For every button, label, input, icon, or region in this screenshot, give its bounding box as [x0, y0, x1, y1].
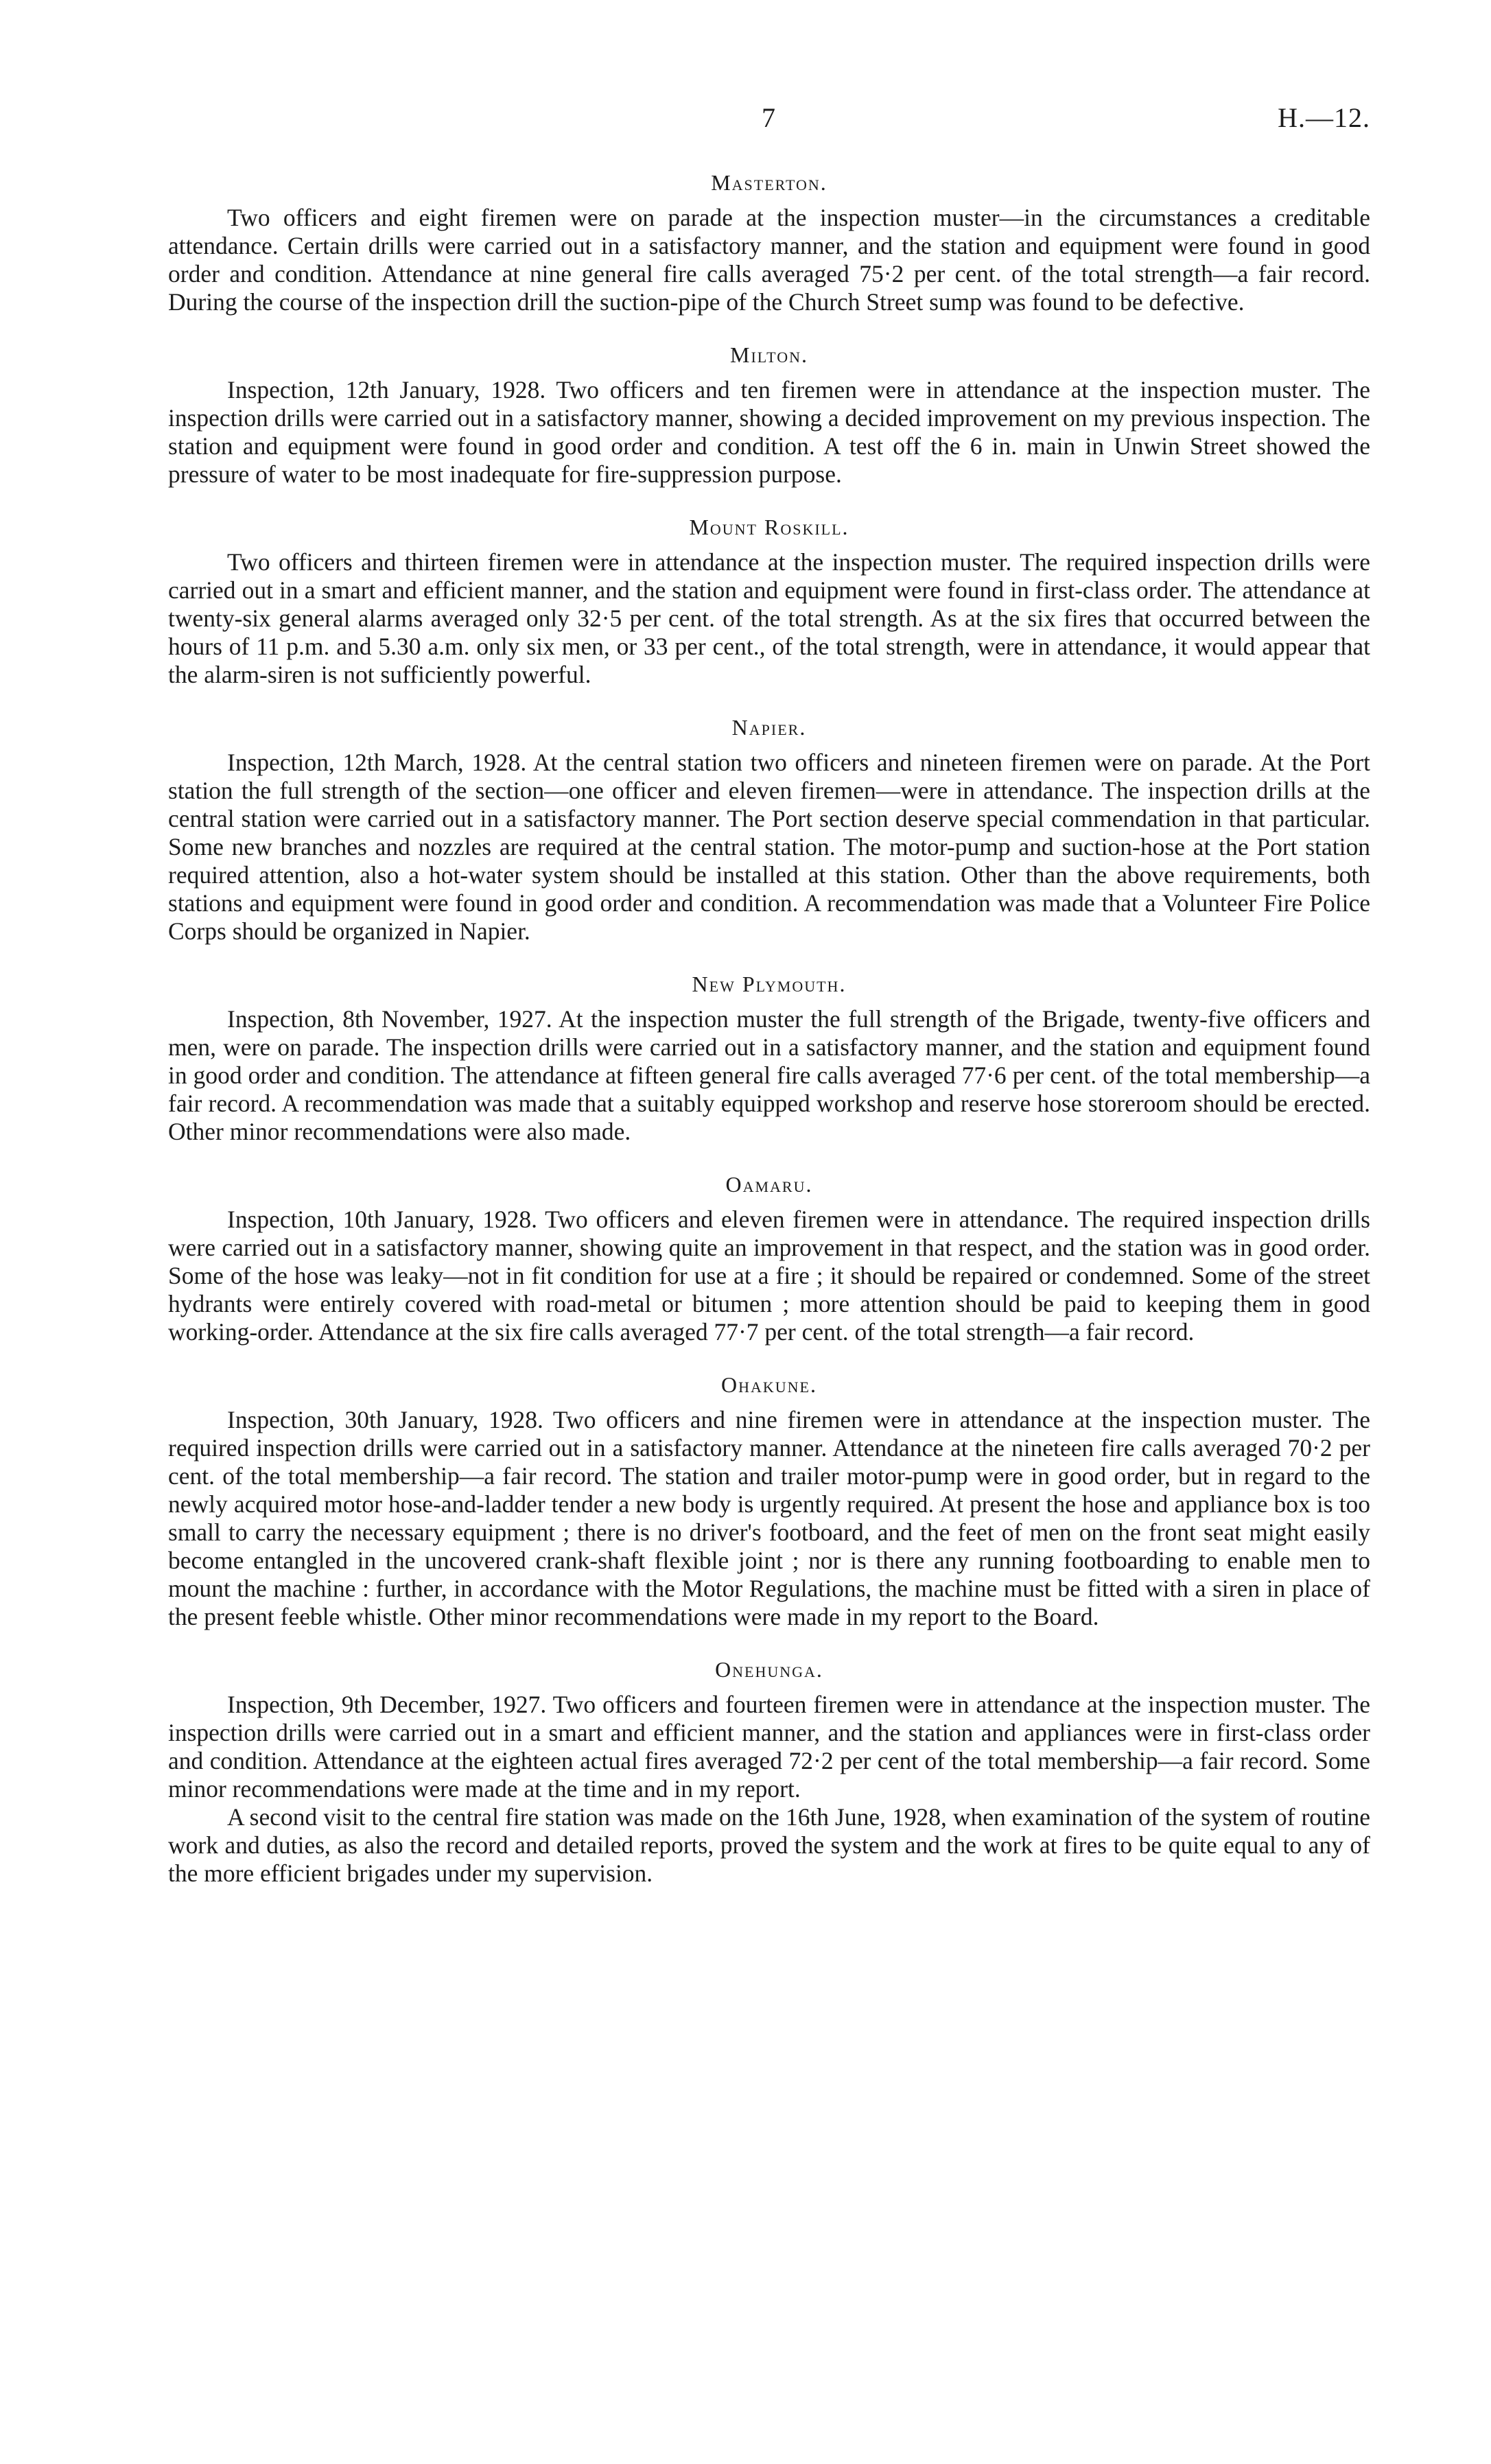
section-ohakune	[168, 1372, 1370, 1631]
section-oamaru	[168, 1172, 1370, 1346]
section-paragraph: Two officers and eight firemen were on parade at the inspection muster—in the circumstances a creditable attendance. Certain drills were carried out in a satisfactory manner, and the station and equipment were found in good order and condition. Attendance at nine general fire calls averaged 75·2 per cent. of the total strength—a fair record. During the course of the inspection drill the suction-pipe of the Church Street sump was found to be defective.	[168, 204, 1370, 316]
section-title: Mount Roskill.	[689, 515, 849, 539]
section-paragraph: Inspection, 10th January, 1928. Two officers and eleven firemen were in attendance. The required inspection drills were carried out in a satisfactory manner, showing quite an improvement in that respect, and the station was in good order. Some of the hose was leaky—not in fit condition for use at a fire ; it should be repaired or condemned. Some of the street hydrants were entirely covered with road-metal or bitumen ; more attention should be paid to keeping them in good working-order. Attendance at the six fire calls averaged 77·7 per cent. of the total strength—a fair record.	[168, 1206, 1370, 1346]
section-onehunga	[168, 1657, 1370, 1888]
section-title: Milton.	[729, 342, 808, 367]
page-header	[0, 102, 1491, 143]
section-napier	[168, 715, 1370, 946]
section-paragraph: Inspection, 8th November, 1927. At the inspection muster the full strength of the Brigade, twenty-five officers and men, were on parade. The inspection drills were carried out in a satisfactory manner, and the station and equipment found in good order and condition. The attendance at fifteen general fire calls averaged 77·6 per cent. of the total membership—a fair record. A recommendation was made that a suitably equipped workshop and reserve hose storeroom should be erected. Other minor recommendations were also made.	[168, 1005, 1370, 1145]
section-title: Oamaru.	[725, 1172, 813, 1197]
report-body	[168, 170, 1370, 1914]
section-paragraph: Two officers and thirteen firemen were in attendance at the inspection muster. The required inspection drills were carried out in a smart and efficient manner, and the station and equipment were found in first-class order. The attendance at twenty-six general alarms averaged only 32·5 per cent. of the total strength. As at the six fires that occurred between the hours of 11 p.m. and 5.30 a.m. only six men, or 33 per cent., of the total strength, were in attendance, it would appear that the alarm-siren is not sufficiently powerful.	[168, 548, 1370, 688]
section-paragraph: Inspection, 30th January, 1928. Two officers and nine firemen were in attendance at the inspection muster. The required inspection drills were carried out in a satisfactory manner. Attendance at the nineteen fire calls averaged 70·2 per cent. of the total membership—a fair record. The station and trailer motor-pump were in good order, but in regard to the newly acquired motor hose-and-ladder tender a new body is urgently required. At present the hose and appliance box is too small to carry the necessary equipment ; there is no driver's footboard, and the feet of men on the front seat might easily become entangled in the uncovered crank-shaft flexible joint ; nor is there any running footboarding to enable men to mount the machine : further, in accordance with the Motor Regulations, the machine must be fitted with a siren in place of the present feeble whistle. Other minor recommendations were made in my report to the Board.	[168, 1406, 1370, 1630]
section-paragraph: Inspection, 12th March, 1928. At the central station two officers and nineteen firemen were on parade. At the Port station the full strength of the section—one officer and eleven firemen—were in attendance. The inspection drills at the central station were carried out in a satisfactory manner. The Port section deserve special commendation in that particular. Some new branches and nozzles are required at the central station. The motor-pump and suction-hose at the Port station required attention, also a hot-water system should be installed at this station. Other than the above requirements, both stations and equipment were found in good order and condition. A recommendation was made that a Volunteer Fire Police Corps should be organized in Napier.	[168, 749, 1370, 945]
section-new-plymouth	[168, 972, 1370, 1146]
section-title: Masterton.	[711, 170, 827, 195]
section-mount-roskill	[168, 515, 1370, 689]
section-masterton	[168, 170, 1370, 316]
section-milton	[168, 342, 1370, 489]
section-paragraph: Inspection, 9th December, 1927. Two officers and fourteen firemen were in attendance at the inspection muster. The inspection drills were carried out in a smart and efficient manner, and the station and appliances were in first-class order and condition. Attendance at the eighteen actual fires averaged 72·2 per cent of the total membership—a fair record. Some minor recommendations were made at the time and in my report.	[168, 1691, 1370, 1803]
section-title: Napier.	[731, 715, 807, 740]
page-number: 7	[762, 102, 775, 133]
section-title: Ohakune.	[721, 1372, 817, 1397]
section-title: New Plymouth.	[692, 972, 847, 996]
document-reference: H.—12.	[1278, 102, 1370, 133]
section-paragraph: A second visit to the central fire station was made on the 16th June, 1928, when examination of the system of routine work and duties, as also the record and detailed reports, proved the system and the work at fires to be quite equal to any of the more efficient brigades under my supervision.	[168, 1803, 1370, 1887]
section-title: Onehunga.	[715, 1657, 823, 1682]
section-paragraph: Inspection, 12th January, 1928. Two officers and ten firemen were in attendance at the inspection muster. The inspection drills were carried out in a satisfactory manner, showing a decided improvement on my previous inspection. The station and equipment were found in good order and condition. A test off the 6 in. main in Unwin Street showed the pressure of water to be most inadequate for fire-suppression purpose.	[168, 376, 1370, 488]
